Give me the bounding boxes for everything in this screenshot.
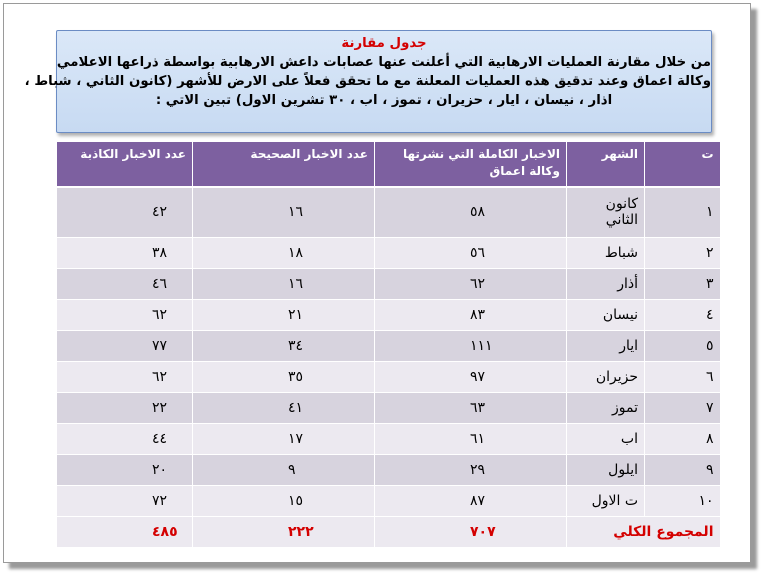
row-full-news: ١١١ xyxy=(375,330,567,361)
intro-line-3: اذار ، نيسان ، ايار ، حزيران ، تموز ، اب ، ٣٠ تشرين الاول) تبين الاتي : xyxy=(155,93,613,108)
row-correct-news: ١٧ xyxy=(193,423,375,454)
row-full-news: ٦٣ xyxy=(375,392,567,423)
row-index: ٢ xyxy=(645,237,720,268)
row-index: ٦ xyxy=(645,361,720,392)
table-row xyxy=(57,454,720,485)
row-correct-news: ٢١ xyxy=(193,299,375,330)
row-full-news: ٦٢ xyxy=(375,268,567,299)
row-correct-news: ١٦ xyxy=(193,187,375,237)
row-month: ت الاول xyxy=(567,485,645,516)
header-month: الشهر xyxy=(567,142,645,187)
row-month: شباط xyxy=(567,237,645,268)
row-month: كانون الثاني xyxy=(567,187,645,237)
row-full-news: ٥٦ xyxy=(375,237,567,268)
row-false-news: ٧٢ xyxy=(57,485,193,516)
row-index: ٩ xyxy=(645,454,720,485)
table-row xyxy=(57,392,720,423)
header-false-news: عدد الاخبار الكاذبة xyxy=(57,142,193,187)
row-correct-news: ٤١ xyxy=(193,392,375,423)
row-correct-news: ١٦ xyxy=(193,268,375,299)
row-false-news: ٣٨ xyxy=(57,237,193,268)
row-full-news: ٨٣ xyxy=(375,299,567,330)
table-row xyxy=(57,423,720,454)
row-full-news: ٦١ xyxy=(375,423,567,454)
row-index: ١ xyxy=(645,187,720,237)
row-full-news: ٨٧ xyxy=(375,485,567,516)
row-month: حزيران xyxy=(567,361,645,392)
row-month: تموز xyxy=(567,392,645,423)
row-month: نيسان xyxy=(567,299,645,330)
total-correct-news: ٢٢٢ xyxy=(193,516,375,547)
row-false-news: ٦٢ xyxy=(57,361,193,392)
row-full-news: ٥٨ xyxy=(375,187,567,237)
row-full-news: ٩٧ xyxy=(375,361,567,392)
intro-title: جدول مقارنة xyxy=(341,36,427,51)
row-month: ايار xyxy=(567,330,645,361)
row-correct-news: ٣٥ xyxy=(193,361,375,392)
header-index: ت xyxy=(645,142,720,187)
comparison-table xyxy=(56,142,720,548)
header-full-news: الاخبار الكاملة التي نشرتها وكالة اعماق xyxy=(375,142,567,187)
table-row xyxy=(57,237,720,268)
row-false-news: ٧٧ xyxy=(57,330,193,361)
intro-line-2: وكالة اعماق وعند تدقيق هذه العمليات المعلنة مع ما تحقق فعلاً على الارض للأشهر (كانون الثاني ، شباط ، xyxy=(24,74,711,89)
row-false-news: ٤٦ xyxy=(57,268,193,299)
row-correct-news: ٩ xyxy=(193,454,375,485)
row-index: ٨ xyxy=(645,423,720,454)
table-row xyxy=(57,330,720,361)
row-index: ١٠ xyxy=(645,485,720,516)
intro-box xyxy=(24,30,712,133)
row-full-news: ٢٩ xyxy=(375,454,567,485)
table-row xyxy=(57,268,720,299)
row-index: ٥ xyxy=(645,330,720,361)
table-row xyxy=(57,187,720,237)
row-false-news: ٤٢ xyxy=(57,187,193,237)
table-row xyxy=(57,361,720,392)
total-label: المجموع الكلي xyxy=(567,516,720,547)
row-month: اب xyxy=(567,423,645,454)
row-correct-news: ٣٤ xyxy=(193,330,375,361)
table-row xyxy=(57,485,720,516)
row-correct-news: ١٨ xyxy=(193,237,375,268)
intro-line-1: من خلال مقارنة العمليات الارهابية التي أعلنت عنها عصابات داعش الارهابية بواسطة ذراعها الاعلامي xyxy=(56,55,711,70)
table-header-row xyxy=(57,142,720,187)
header-correct-news: عدد الاخبار الصحيحة xyxy=(193,142,375,187)
row-index: ٣ xyxy=(645,268,720,299)
row-correct-news: ١٥ xyxy=(193,485,375,516)
row-false-news: ٤٤ xyxy=(57,423,193,454)
row-index: ٧ xyxy=(645,392,720,423)
total-full-news: ٧٠٧ xyxy=(375,516,567,547)
row-false-news: ٢٢ xyxy=(57,392,193,423)
row-false-news: ٢٠ xyxy=(57,454,193,485)
total-false-news: ٤٨٥ xyxy=(57,516,193,547)
row-month: ايلول xyxy=(567,454,645,485)
total-row xyxy=(57,516,720,547)
table-row xyxy=(57,299,720,330)
row-month: أذار xyxy=(567,268,645,299)
row-false-news: ٦٢ xyxy=(57,299,193,330)
row-index: ٤ xyxy=(645,299,720,330)
